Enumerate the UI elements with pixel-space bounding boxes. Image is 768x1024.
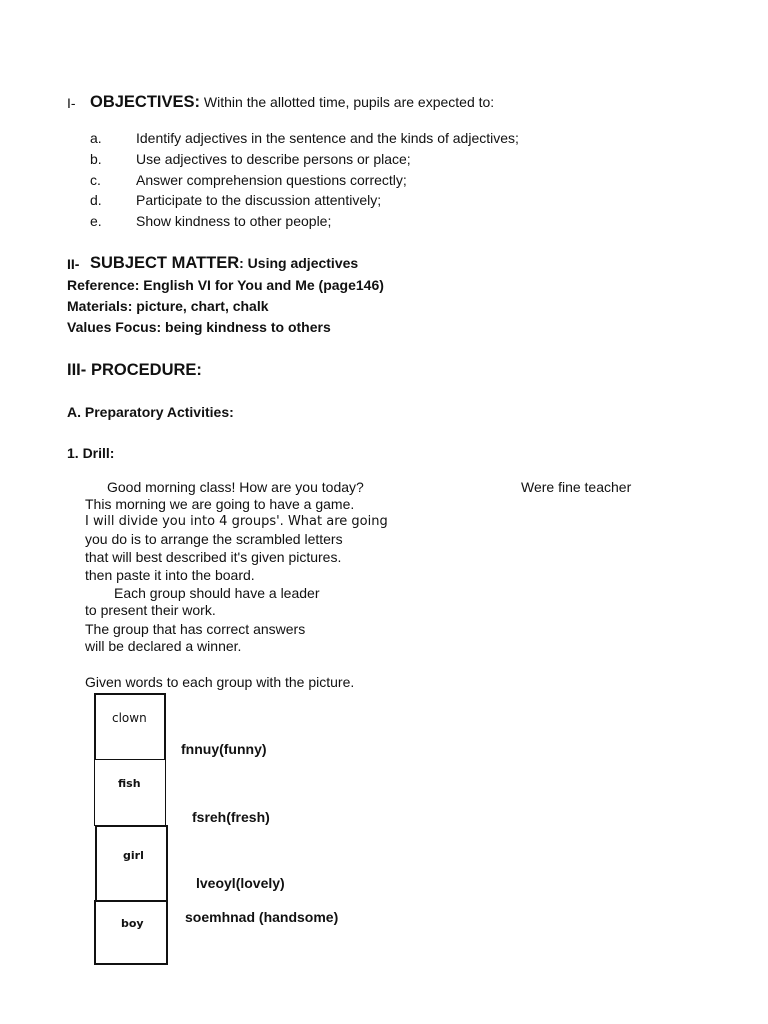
subject-matter-colon: : [239,255,244,271]
picture-box-boy [94,900,168,965]
objective-letter-b: b. [90,151,102,167]
picture-label-girl: girl [123,849,144,862]
procedure-title: PROCEDURE: [91,361,202,379]
objective-text-c: Answer comprehension questions correctly; [136,172,407,188]
picture-box-fish [94,759,166,826]
picture-label-fish: fish [118,777,141,790]
drill-heading: 1. Drill: [67,445,115,461]
objectives-heading [90,93,494,112]
teacher-line-7: Each group should have a leader [114,585,320,601]
picture-box-girl [95,825,168,902]
section-numeral-objectives: I- [67,95,76,111]
teacher-line-6: then paste it into the board. [85,567,255,583]
objective-letter-e: e. [90,213,102,229]
scrambled-word-funny: fnnuy(funny) [181,741,267,757]
subject-matter-heading [90,254,358,273]
objective-text-d: Participate to the discussion attentively; [136,192,382,208]
objective-letter-d: d. [90,192,102,208]
given-words-line: Given words to each group with the picture. [85,674,355,690]
picture-label-boy: boy [121,917,144,930]
teacher-line-1: Good morning class! How are you today? [107,479,364,495]
teacher-line-8: to present their work. [85,602,216,618]
reference-line: Reference: English VI for You and Me (page146) [67,277,384,293]
teacher-line-4: you do is to arrange the scrambled letters [85,531,343,547]
teacher-line-5: that will best described it's given pictures. [85,549,342,565]
materials-line: Materials: picture, chart, chalk [67,298,269,314]
pupil-response: Were fine teacher [521,479,632,495]
section-numeral-procedure: III- [67,361,87,379]
scrambled-word-handsome: soemhnad (handsome) [185,909,339,925]
scrambled-word-fresh: fsreh(fresh) [192,809,270,825]
teacher-line-2: This morning we are going to have a game. [85,496,355,512]
scrambled-word-lovely: lveoyl(lovely) [196,875,285,891]
objective-text-a: Identify adjectives in the sentence and the kinds of adjectives; [136,130,519,146]
subject-matter-title: SUBJECT MATTER [90,254,240,272]
objectives-colon: : [194,93,201,111]
picture-box-clown [94,693,166,761]
subject-matter-topic: Using adjectives [243,255,359,271]
objectives-intro: Within the allotted time, pupils are expected to: [200,94,495,110]
picture-label-clown: clown [112,711,147,725]
values-focus-line: Values Focus: being kindness to others [67,319,331,335]
objective-text-b: Use adjectives to describe persons or place; [136,151,411,167]
objective-text-e: Show kindness to other people; [136,213,332,229]
teacher-line-9: The group that has correct answers [85,621,306,637]
section-numeral-subject: II- [67,256,80,272]
objective-letter-c: c. [90,172,101,188]
objective-letter-a: a. [90,130,102,146]
preparatory-activities-heading: A. Preparatory Activities: [67,404,234,420]
objectives-title: OBJECTIVES [90,93,195,111]
teacher-line-3: I will divide you into 4 groups'. What are going [85,514,388,529]
teacher-line-10: will be declared a winner. [85,638,242,654]
